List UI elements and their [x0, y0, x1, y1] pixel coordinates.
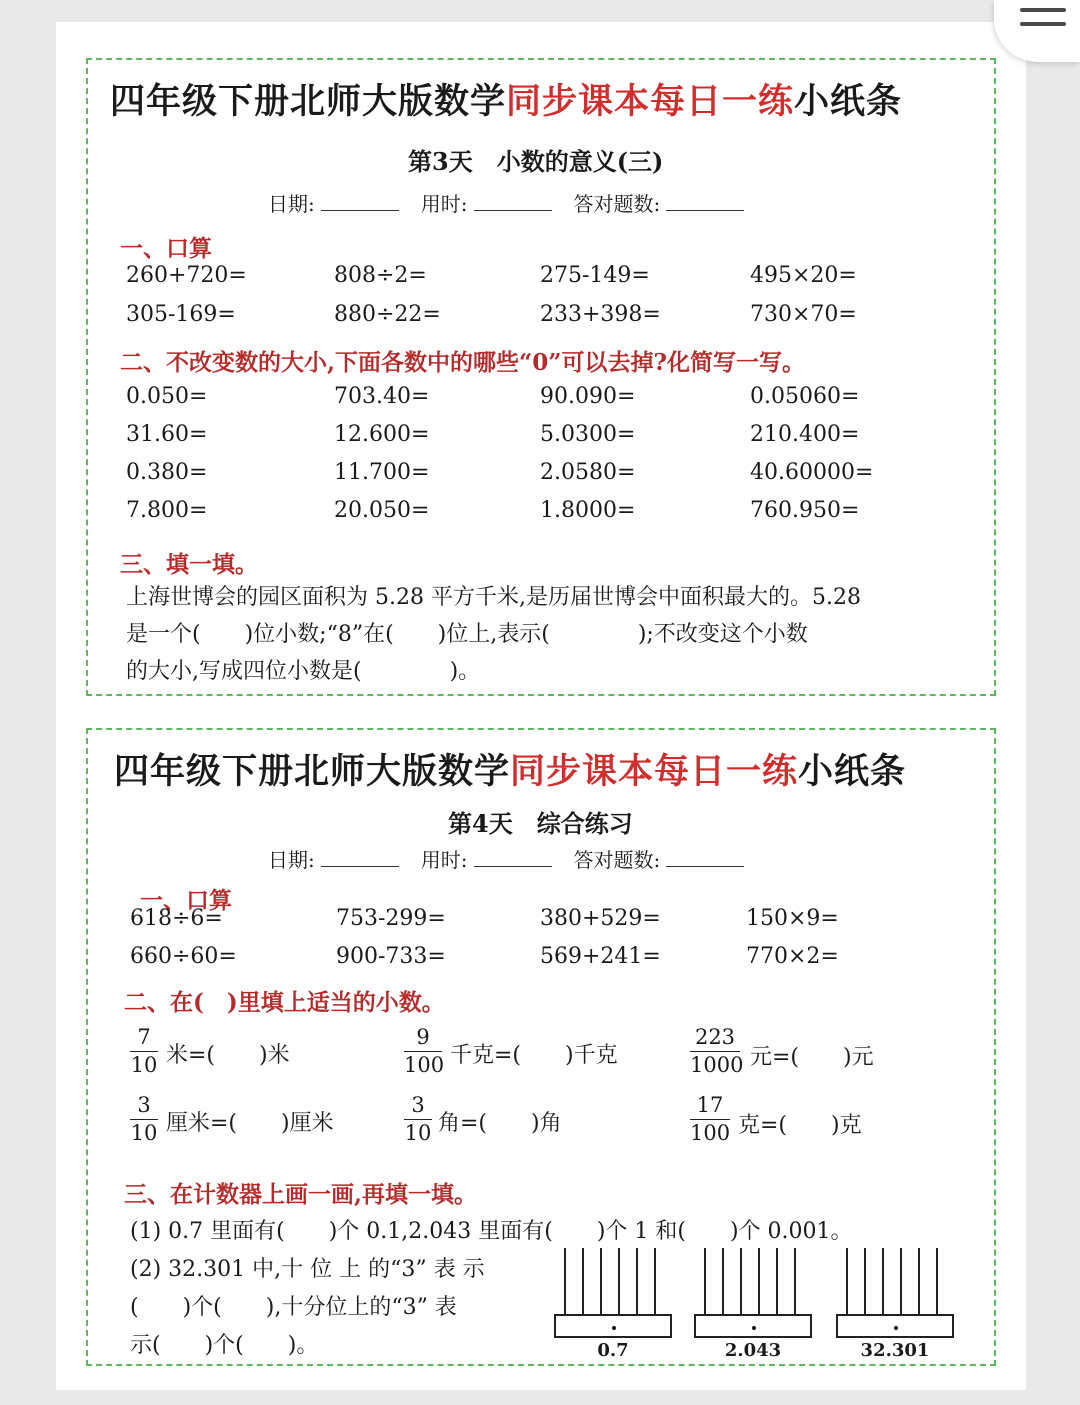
simplify-item: 760.950= — [750, 498, 860, 523]
correct-blank[interactable] — [666, 192, 744, 211]
abacus-rod — [654, 1248, 656, 1314]
simplify-item: 2.0580= — [540, 460, 636, 485]
fraction-numerator: 7 — [130, 1024, 158, 1052]
worksheet-page — [56, 22, 1026, 1390]
question-line: 示( )个( )。 — [130, 1333, 319, 1358]
fraction — [130, 1092, 158, 1147]
abacus-counter[interactable] — [836, 1248, 954, 1338]
simplify-item: 40.60000= — [750, 460, 874, 485]
fraction — [404, 1024, 445, 1079]
abacus-label: 32.301 — [860, 1340, 930, 1361]
fraction — [690, 1024, 744, 1079]
abacus-label: 0.7 — [597, 1340, 629, 1361]
abacus-rod — [758, 1248, 760, 1314]
worksheet-title — [110, 74, 902, 124]
abacus-rod — [794, 1248, 796, 1314]
section-heading: 二、在( )里填上适当的小数。 — [124, 989, 445, 1016]
calc-item: 495×20= — [750, 263, 857, 288]
section-heading: 二、不改变数的大小,下面各数中的哪些“0”可以去掉?化简写一写。 — [120, 349, 805, 376]
fraction-numerator: 3 — [130, 1092, 158, 1120]
correct-label: 答对题数: — [573, 848, 661, 872]
abacus-label: 2.043 — [724, 1340, 782, 1361]
abacus-rod — [582, 1248, 584, 1314]
abacus-counter[interactable] — [554, 1248, 672, 1338]
abacus-counter[interactable] — [694, 1248, 812, 1338]
fraction — [690, 1092, 730, 1147]
decimal-point — [752, 1326, 756, 1330]
worksheet-title — [114, 744, 906, 794]
calc-item: 730×70= — [750, 302, 857, 327]
menu-bar — [1020, 8, 1066, 12]
question-line: ( )个( ),十分位上的“3” 表 — [130, 1295, 457, 1320]
question-line: (2) 32.301 中,十 位 上 的“3” 表 示 — [130, 1257, 485, 1282]
calc-item: 770×2= — [746, 944, 839, 969]
simplify-item: 0.050= — [126, 384, 208, 409]
abacus-rod — [740, 1248, 742, 1314]
abacus-rod — [846, 1248, 848, 1314]
abacus-base — [554, 1314, 672, 1338]
meta-row — [268, 188, 766, 217]
decimal-point — [894, 1326, 898, 1330]
time-blank[interactable] — [474, 848, 552, 867]
abacus-base — [694, 1314, 812, 1338]
calc-item: 233+398= — [540, 302, 661, 327]
time-label: 用时: — [420, 848, 468, 872]
simplify-item: 210.400= — [750, 422, 860, 447]
calc-item: 660÷60= — [130, 944, 237, 969]
question-line: (1) 0.7 里面有( )个 0.1,2.043 里面有( )个 1 和( )个 0.001。 — [130, 1219, 853, 1244]
day-subtitle: 第4天 综合练习 — [448, 809, 633, 838]
simplify-item: 0.05060= — [750, 384, 860, 409]
section-heading: 一、口算 — [120, 235, 212, 262]
title-part-red: 同步课本每日一练 — [506, 81, 795, 122]
fraction-numerator: 17 — [690, 1092, 730, 1120]
worksheet-day4 — [86, 728, 996, 1366]
time-blank[interactable] — [474, 192, 552, 211]
simplify-item: 703.40= — [334, 384, 430, 409]
fraction-blank-text: 米=( )米 — [166, 1043, 290, 1068]
abacus-rod — [882, 1248, 884, 1314]
day-subtitle: 第3天 小数的意义(三) — [408, 147, 664, 176]
correct-blank[interactable] — [666, 848, 744, 867]
calc-item: 618÷6= — [130, 906, 223, 931]
abacus-rod — [936, 1248, 938, 1314]
calc-item: 380+529= — [540, 906, 661, 931]
simplify-item: 7.800= — [126, 498, 208, 523]
simplify-item: 0.380= — [126, 460, 208, 485]
date-blank[interactable] — [321, 192, 399, 211]
fraction-numerator: 223 — [690, 1024, 740, 1052]
fraction-denominator: 1000 — [690, 1053, 744, 1077]
time-label: 用时: — [420, 192, 468, 216]
abacus-rod — [900, 1248, 902, 1314]
section-heading: 三、在计数器上画一画,再填一填。 — [124, 1181, 478, 1208]
fraction-denominator: 100 — [404, 1053, 445, 1077]
title-part-black: 四年级下册北师大版数学 — [114, 751, 511, 792]
abacus-rod — [618, 1248, 620, 1314]
paragraph-line: 是一个( )位小数;“8”在( )位上,表示( );不改变这个小数 — [126, 622, 808, 647]
abacus-rod — [704, 1248, 706, 1314]
paragraph-line: 的大小,写成四位小数是( )。 — [126, 659, 481, 684]
calc-item: 275-149= — [540, 263, 650, 288]
fraction-blank-text: 厘米=( )厘米 — [166, 1111, 334, 1136]
fraction-blank-text: 角=( )角 — [438, 1111, 562, 1136]
title-part-black: 四年级下册北师大版数学 — [110, 81, 507, 122]
meta-row — [268, 844, 766, 873]
simplify-item: 12.600= — [334, 422, 430, 447]
abacus-base — [836, 1314, 954, 1338]
calc-item: 260+720= — [126, 263, 247, 288]
calc-item: 808÷2= — [334, 263, 427, 288]
title-part-red: 同步课本每日一练 — [510, 751, 799, 792]
section-heading: 一、口算 — [140, 887, 232, 914]
fraction-denominator: 100 — [690, 1121, 731, 1145]
date-blank[interactable] — [321, 848, 399, 867]
date-label: 日期: — [268, 192, 315, 216]
abacus-rod — [776, 1248, 778, 1314]
calc-item: 150×9= — [746, 906, 839, 931]
fraction — [130, 1024, 158, 1079]
simplify-item: 31.60= — [126, 422, 208, 447]
calc-item: 900-733= — [336, 944, 446, 969]
date-label: 日期: — [268, 848, 315, 872]
simplify-item: 1.8000= — [540, 498, 636, 523]
abacus-rod — [864, 1248, 866, 1314]
abacus-rod — [600, 1248, 602, 1314]
abacus-rod — [636, 1248, 638, 1314]
title-part-black-end: 小纸条 — [798, 751, 907, 792]
calc-item: 880÷22= — [334, 302, 441, 327]
worksheet-day3 — [86, 58, 996, 696]
decimal-point — [612, 1326, 616, 1330]
calc-item: 305-169= — [126, 302, 236, 327]
fraction-numerator: 3 — [404, 1092, 432, 1120]
fraction-denominator: 10 — [130, 1121, 158, 1145]
correct-label: 答对题数: — [573, 192, 661, 216]
section-heading: 三、填一填。 — [120, 551, 258, 578]
fraction-numerator: 9 — [404, 1024, 442, 1052]
title-part-black-end: 小纸条 — [794, 81, 903, 122]
fraction-denominator: 10 — [404, 1121, 432, 1145]
simplify-item: 20.050= — [334, 498, 430, 523]
abacus-rod — [564, 1248, 566, 1314]
simplify-item: 11.700= — [334, 460, 430, 485]
calc-item: 753-299= — [336, 906, 446, 931]
fraction-blank-text: 千克=( )千克 — [450, 1043, 618, 1068]
abacus-rod — [722, 1248, 724, 1314]
paragraph-line: 上海世博会的园区面积为 5.28 平方千米,是历届世博会中面积最大的。5.28 — [126, 585, 861, 610]
simplify-item: 5.0300= — [540, 422, 636, 447]
fraction — [404, 1092, 432, 1147]
calc-item: 569+241= — [540, 944, 661, 969]
abacus-rod — [918, 1248, 920, 1314]
fraction-denominator: 10 — [130, 1053, 158, 1077]
simplify-item: 90.090= — [540, 384, 636, 409]
menu-bar — [1020, 22, 1066, 26]
fraction-blank-text: 克=( )克 — [738, 1113, 862, 1138]
fraction-blank-text: 元=( )元 — [750, 1045, 874, 1070]
